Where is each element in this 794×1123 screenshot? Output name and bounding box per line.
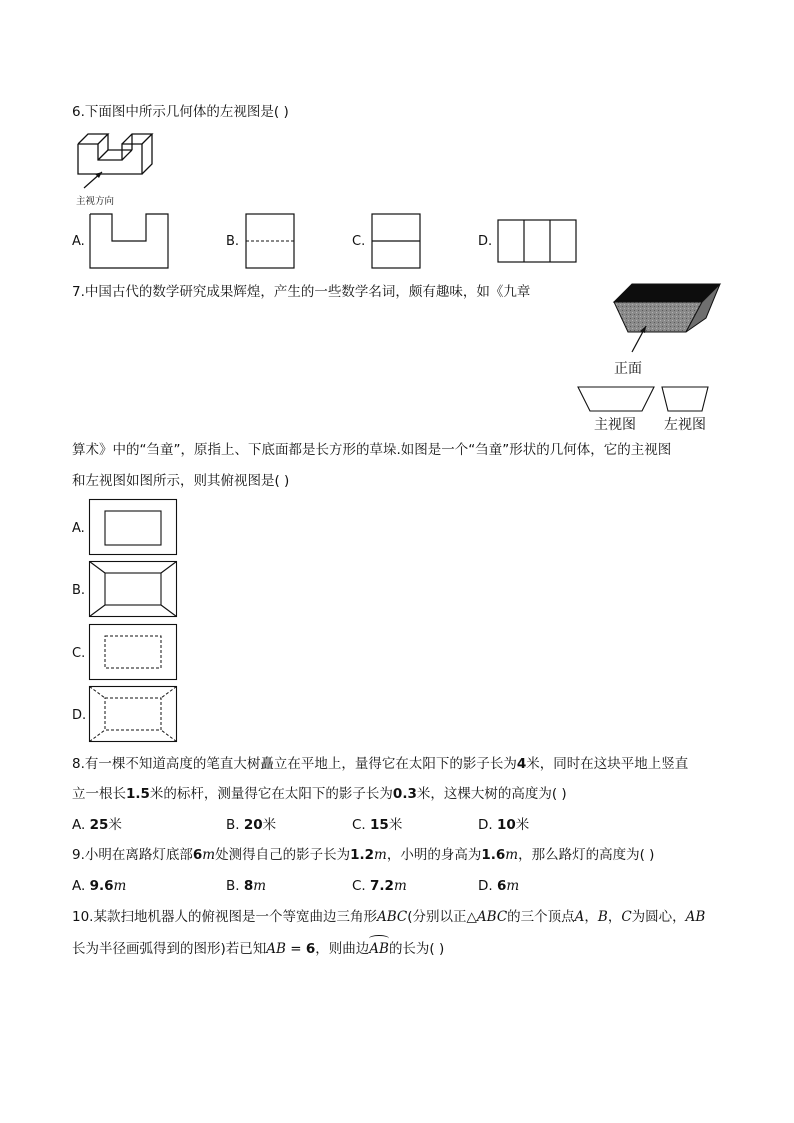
view-direction-label: 主视方向 — [76, 196, 115, 207]
q6-solid-figure — [76, 130, 158, 190]
q6-option-b-figure — [246, 214, 294, 268]
front-face-label: 正面 — [614, 361, 642, 377]
left-view-label: 左视图 — [664, 417, 706, 433]
arc-overline — [369, 935, 389, 942]
main-view-label: 主视图 — [594, 417, 636, 433]
q7-stem-line3: 和左视图如图所示，则其俯视图是( ) — [72, 473, 290, 489]
q9-option-b: B. 8m — [226, 878, 267, 894]
q8-stem-line2: 立一根长1.5米的标杆，测量得它在太阳下的影子长为0.3米，这棵大树的高度为( ) — [72, 786, 567, 802]
q6-option-c-figure — [372, 214, 420, 268]
q8-option-b: B. 20米 — [226, 817, 277, 833]
q6-option-d-label: D. — [478, 234, 493, 249]
q10-stem-line1: 10.某款扫地机器人的俯视图是一个等宽曲边三角形ABC(分别以正△ABC的三个顶点A，B，C为圆心，AB — [72, 909, 706, 925]
q6-option-a-label: A. — [72, 234, 85, 249]
q9-option-c: C. 7.2m — [352, 878, 407, 894]
q8-option-a: A. 25米 — [72, 817, 122, 833]
main-view-figure — [578, 386, 654, 412]
q6-option-d-figure — [498, 220, 576, 262]
q7-option-b-figure — [89, 561, 177, 617]
arc-ab-symbol: AB — [369, 940, 389, 958]
q7-option-d-label: D. — [72, 708, 87, 723]
q7-option-b-label: B. — [72, 583, 86, 598]
q8-option-d: D. 10米 — [478, 817, 530, 833]
q9-stem: 9.小明在离路灯底部6m处测得自己的影子长为1.2m，小明的身高为1.6m，那么路灯的高度为( ) — [72, 847, 655, 863]
q9-option-a: A. 9.6m — [72, 878, 127, 894]
q7-option-c-figure — [89, 624, 177, 680]
q6-option-c-label: C. — [352, 234, 366, 249]
q7-stem-line1: 7.中国古代的数学研究成果辉煌，产生的一些数学名词，颇有趣味，如《九章 — [72, 284, 531, 300]
q7-option-c-label: C. — [72, 646, 86, 661]
q9-option-d: D. 6m — [478, 878, 520, 894]
q8-option-c: C. 15米 — [352, 817, 403, 833]
q6-option-b-label: B. — [226, 234, 240, 249]
left-view-figure — [662, 386, 708, 412]
q6-stem: 6.下面图中所示几何体的左视图是( ) — [72, 104, 289, 120]
q6-option-a-figure — [90, 214, 168, 268]
chutong-solid-figure — [610, 282, 722, 354]
q8-stem-line1: 8.有一棵不知道高度的笔直大树矗立在平地上，量得它在太阳下的影子长为4米，同时在这块平地上竖直 — [72, 756, 689, 772]
q7-option-d-figure — [89, 686, 177, 742]
q7-stem-line2: 算术》中的“刍童”，原指上、下底面都是长方形的草垛.如图是一个“刍童”形状的几何体，它的主视图 — [72, 442, 672, 458]
q7-option-a-figure — [89, 499, 177, 555]
q10-stem-line2: 长为半径画弧得到的图形)若已知AB = 6，则曲边 AB的长为( ) — [72, 940, 444, 958]
q7-option-a-label: A. — [72, 521, 85, 536]
